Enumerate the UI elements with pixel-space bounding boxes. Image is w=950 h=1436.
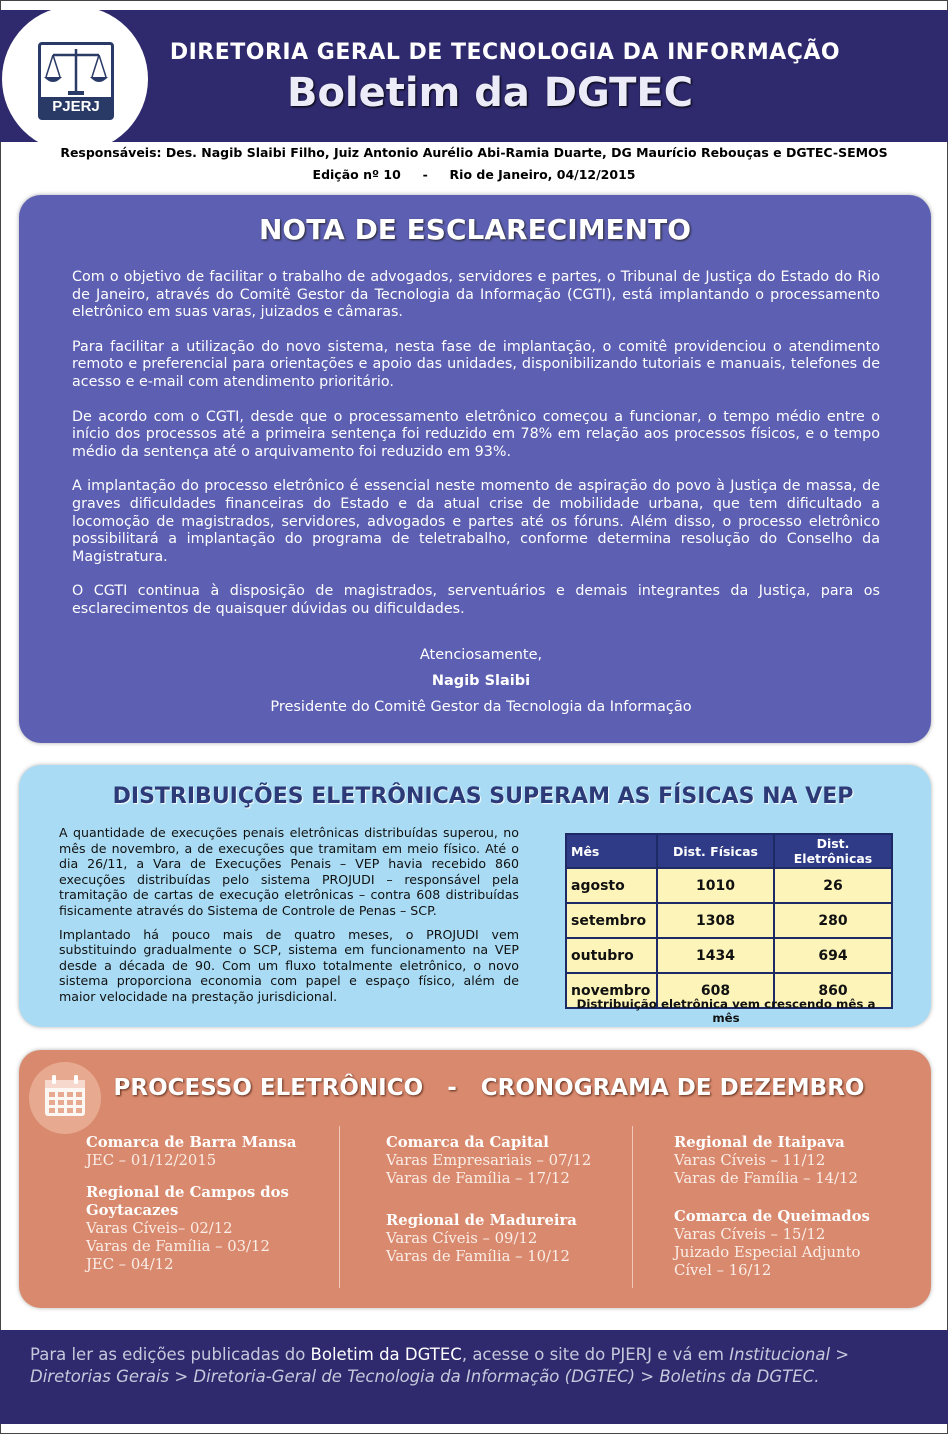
schedule-item: Varas de Família – 10/12 — [386, 1248, 570, 1265]
logo-text: PJERJ — [41, 97, 111, 117]
schedule-group — [386, 1134, 626, 1188]
column-divider — [339, 1126, 340, 1288]
table-header-mes: Mês — [566, 834, 657, 868]
dist-paragraph: A quantidade de execuções penais eletrônicas distribuídas superou, no mês de novembro, a de execuções que tramitam em meio físico. Até o dia 26/11, a Vara de Execuções Penais – VEP havia recebido 860 execuções distribuídas pelo sistema PROJUDI – responsável pela tramitação de cartas de execução eletrônicas – contra 608 distribuídas fisicamente através do Sistema de Controle de Penas – SCP. — [59, 825, 519, 918]
table-row — [566, 903, 892, 938]
nota-signer-role: Presidente do Comitê Gestor da Tecnologia da Informação — [270, 699, 692, 715]
cell-mes: agosto — [566, 868, 657, 903]
schedule-item: JEC – 04/12 — [86, 1256, 174, 1273]
table-header-row — [566, 834, 892, 868]
table-header-eletronicas: Dist. Eletrônicas — [774, 834, 892, 868]
schedule-group — [386, 1212, 626, 1266]
cell-eletronicas: 280 — [774, 903, 892, 938]
schedule-item: Varas de Família – 17/12 — [386, 1170, 570, 1187]
footer-bar — [0, 1330, 948, 1424]
schedule-group — [86, 1184, 326, 1274]
nota-panel — [19, 195, 931, 743]
dist-panel — [19, 765, 931, 1027]
nota-paragraph: Com o objetivo de facilitar o trabalho de advogados, servidores e partes, o Tribunal de Justiça do Estado do Rio de Janeiro, através do Comitê Gestor da Tecnologia da Informação (CGTI), está implantando o processamento eletrônico em suas varas, juizados e câmaras. — [72, 269, 880, 321]
cell-fisicas: 1010 — [657, 868, 774, 903]
calendar-icon — [29, 1062, 101, 1134]
nota-paragraph: A implantação do processo eletrônico é essencial neste momento de aspiração do povo à Justiça de massa, de graves dificuldades financeiras do Estado e da atual crise de mobilidade urbana, que tem dificultado a locomoção de magistrados, servidores, advogados e partes até os fóruns. Além disso, o processo eletrônico possibilitará a implantação do programa de teletrabalho, conforme determina resolução do Conselho da Magistratura. — [72, 478, 880, 565]
nota-paragraph: O CGTI continua à disposição de magistrados, serventuários e demais integrantes da Justiça, para os esclarecimentos de quaisquer dúvidas ou dificuldades. — [72, 583, 880, 617]
schedule-column-1 — [86, 1134, 326, 1288]
schedule-heading: Comarca da Capital — [386, 1134, 549, 1151]
schedule-group — [86, 1134, 326, 1170]
schedule-item: Varas Cíveis – 09/12 — [386, 1230, 538, 1247]
table-row — [566, 868, 892, 903]
header-subtitle: DIRETORIA GERAL DE TECNOLOGIA DA INFORMAÇÃO — [169, 40, 841, 65]
footer-bold-link: Boletim da DGTEC — [310, 1345, 462, 1364]
cell-mes: outubro — [566, 938, 657, 973]
cell-eletronicas: 26 — [774, 868, 892, 903]
logo-circle — [2, 6, 148, 152]
schedule-item: Juizado Especial Adjunto Cível – 16/12 — [674, 1244, 861, 1279]
footer-text-1: Para ler as edições publicadas do — [30, 1345, 311, 1364]
column-divider — [632, 1126, 633, 1288]
pjerj-logo — [38, 42, 114, 120]
schedule-group — [674, 1134, 894, 1188]
schedule-heading: Regional de Itaipava — [674, 1134, 845, 1151]
nota-title: NOTA DE ESCLARECIMENTO — [258, 213, 692, 246]
dist-paragraph: Implantado há pouco mais de quatro meses, o PROJUDI vem substituindo gradualmente o SCP, sistema em funcionamento na VEP desde a década de 90. Com um fluxo totalmente eletrônico, o novo sistema proporciona economia com papel e espaço físico, além de maior velocidade na prestação jurisdicional. — [59, 926, 519, 1004]
schedule-group — [674, 1208, 894, 1280]
schedule-heading: Comarca de Barra Mansa — [86, 1134, 297, 1151]
schedule-heading: Comarca de Queimados — [674, 1208, 870, 1225]
schedule-item: Varas de Família – 03/12 — [86, 1238, 270, 1255]
schedule-item: Varas Cíveis – 11/12 — [674, 1152, 826, 1169]
cell-fisicas: 608 — [657, 973, 774, 1008]
schedule-heading: Regional de Madureira — [386, 1212, 577, 1229]
nota-signer: Nagib Slaibi — [431, 673, 531, 689]
nota-paragraph: De acordo com o CGTI, desde que o processamento eletrônico começou a funcionar, o tempo médio entre o início dos processos até a primeira sentença foi reduzido em 78% em relação aos processos físicos, e o tempo médio da sentença até o arquivamento foi reduzido em 93%. — [72, 408, 880, 460]
processo-title-text: PROCESSO ELETRÔNICO - CRONOGRAMA DE DEZEMBRO — [113, 1075, 865, 1101]
cell-eletronicas: 860 — [774, 973, 892, 1008]
nota-body — [72, 269, 880, 636]
footer-text — [30, 1344, 930, 1388]
table-row — [566, 938, 892, 973]
table-header-fisicas: Dist. Físicas — [657, 834, 774, 868]
edition-separator: - — [422, 167, 428, 182]
table-caption: Distribuição eletrônica vem crescendo mês a mês — [576, 997, 876, 1025]
schedule-column-3 — [674, 1134, 894, 1294]
footer-text-2: , acesse o site do PJERJ e vá em — [461, 1345, 730, 1364]
cell-mes: setembro — [566, 903, 657, 938]
scales-icon — [41, 45, 111, 99]
schedule-item: JEC – 01/12/2015 — [86, 1152, 217, 1169]
processo-title — [109, 1075, 869, 1101]
footer-path: Institucional > Diretorias Gerais > Diretoria-Geral de Tecnologia da Informação (DGTEC) > Boletins da DGTEC. — [30, 1345, 850, 1386]
dist-text — [59, 825, 519, 1013]
nota-closing: Atenciosamente, — [419, 647, 543, 663]
nota-paragraph: Para facilitar a utilização do novo sistema, nesta fase de implantação, o comitê providenciou o atendimento remoto e preferencial para orientações e apoio das unidades, disponibilizando tutoriais e manuais, telefones de acesso e e-mail com atendimento prioritário. — [72, 338, 880, 390]
edition-line — [0, 167, 948, 182]
cell-mes: novembro — [566, 973, 657, 1008]
edition-date: Rio de Janeiro, 04/12/2015 — [449, 167, 636, 182]
schedule-item: Varas Cíveis – 15/12 — [674, 1226, 826, 1243]
responsaveis-line: Responsáveis: Des. Nagib Slaibi Filho, Juiz Antonio Aurélio Abi-Ramia Duarte, DG Maurício Rebouças e DGTEC-SEMOS — [60, 145, 888, 160]
cell-fisicas: 1434 — [657, 938, 774, 973]
edition-number: Edição nº 10 — [312, 167, 401, 182]
dist-table — [565, 833, 893, 1009]
header-title: Boletim da DGTEC — [286, 70, 694, 116]
schedule-item: Varas Cíveis– 02/12 — [86, 1220, 233, 1237]
schedule-item: Varas de Família – 14/12 — [674, 1170, 858, 1187]
schedule-item: Varas Empresariais – 07/12 — [386, 1152, 592, 1169]
schedule-column-2 — [386, 1134, 626, 1280]
cell-eletronicas: 694 — [774, 938, 892, 973]
cell-fisicas: 1308 — [657, 903, 774, 938]
dist-title: DISTRIBUIÇÕES ELETRÔNICAS SUPERAM AS FÍSICAS NA VEP — [112, 784, 854, 809]
processo-panel — [19, 1050, 931, 1308]
schedule-heading: Regional de Campos dos Goytacazes — [86, 1184, 289, 1219]
